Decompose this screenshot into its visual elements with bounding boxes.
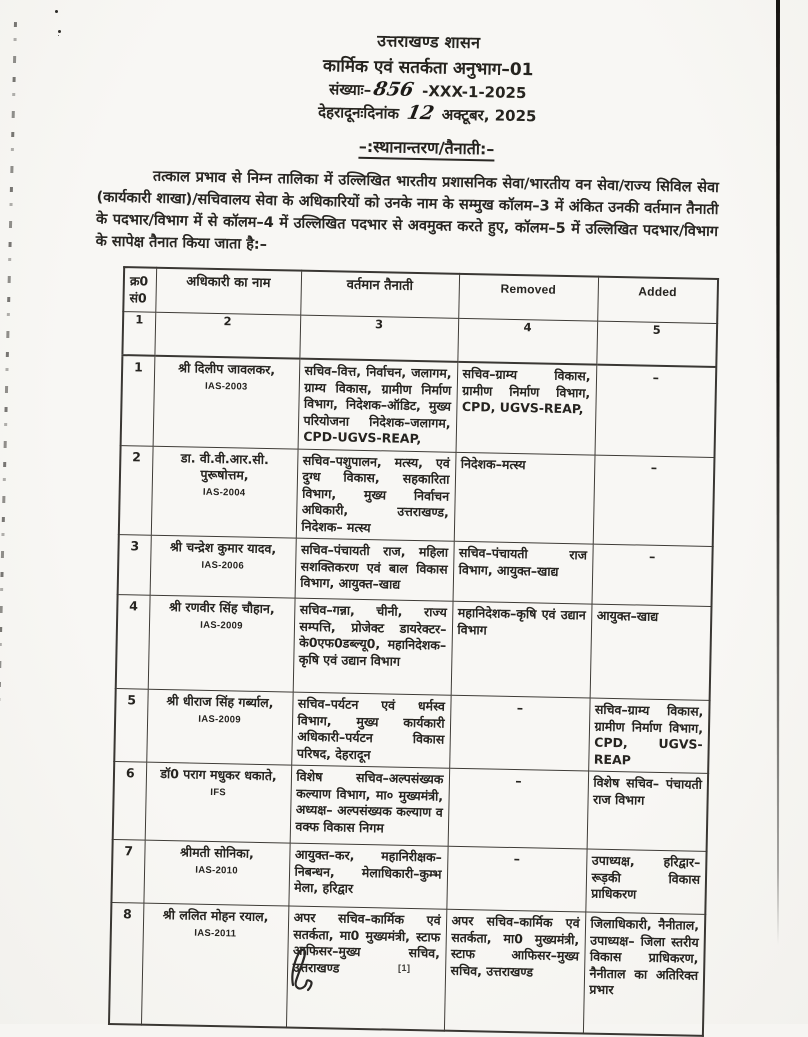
removed-cell: अपर सचिव–कार्मिक एवं सतर्कता, मा0 मुख्यमंत्री, स्टाफ आफिसर–मुख्य सचिव, उत्तराखण्ड <box>444 909 585 1033</box>
current-posting-cell: सचिव–पशुपालन, मत्स्य, एवं दुग्ध विकास, सहकारिता विभाग, मुख्य निर्वाचन अधिकारी, उत्तराखण्ड, निदेशक– मत्स्य <box>296 449 456 542</box>
officer-cadre: IFS <box>210 786 227 798</box>
officer-name: श्रीमती सोनिका, <box>179 844 254 861</box>
officer-name-cell <box>143 840 289 906</box>
officer-name-cell <box>141 903 288 1027</box>
officer-cadre: IAS-2004 <box>202 486 246 499</box>
current-posting-cell: आयुक्त–कर, महानिरीक्षक–निबन्धन, मेलाधिकारी–कुम्भ मेला, हरिद्वार <box>288 843 447 909</box>
table-row <box>116 595 712 701</box>
header-serial: क्र0 सं0 <box>123 267 156 312</box>
current-posting-cell: विशेष सचिव–अल्पसंख्यक कल्याण विभाग, मा० मुख्यमंत्री, अध्यक्ष– अल्पसंख्यक कल्याण व वक्फ विकास निगम <box>290 765 450 846</box>
column-number: 1 <box>122 311 155 356</box>
added-cell: – <box>592 544 713 606</box>
row-serial: 6 <box>113 762 147 841</box>
scan-artifact-left-dotted-line <box>0 22 17 702</box>
added-cell: आयुक्त–खाद्य <box>590 604 712 700</box>
current-posting-cell: सचिव–पंचायती राज, महिला सशक्तिकरण एवं बाल विकास विभाग, आयुक्त–खाद्य <box>295 538 454 601</box>
table-row <box>119 445 715 546</box>
row-serial: 2 <box>119 445 153 535</box>
removed-cell: – <box>449 695 589 771</box>
order-date-suffix: अक्टूबर, 2025 <box>441 105 537 126</box>
removed-cell: महानिदेशक–कृषि एवं उद्यान विभाग <box>451 601 592 698</box>
header-removed: Removed <box>458 274 598 321</box>
department-section-title: कार्मिक एवं सतर्कता अनुभाग–01 <box>322 56 534 81</box>
row-serial: 8 <box>109 902 143 1024</box>
order-date-handwritten: 12 <box>405 101 436 125</box>
scan-artifact-specks <box>55 10 58 13</box>
current-posting-cell: अपर सचिव–कार्मिक एवं सतर्कता, मा0 मुख्यमंत्री, स्टाफ आफिसर–मुख्य सचिव, उत्तराखण्ड <box>286 906 446 1031</box>
page-number: [1] <box>398 963 411 973</box>
officer-name-cell <box>151 446 298 538</box>
added-cell: विशेष सचिव– पंचायती राज विभाग <box>587 771 709 851</box>
current-posting-cell: सचिव–वित्त, निर्वाचन, जलागम, ग्राम्य विकास, ग्रामीण निर्माण विभाग, निदेशक–ऑडिट, मुख्य परियोजना निदेशक–जलागम, CPD-UGVS-REAP, <box>298 359 458 452</box>
officer-name: श्री ललित मोहन रयाल, <box>162 907 269 925</box>
added-cell: उपाध्यक्ष, हरिद्वार–रूड़की विकास प्राधिकरण <box>585 849 706 914</box>
table-row <box>121 355 717 457</box>
officer-name: श्री चन्द्रेश कुमार यादव, <box>169 539 277 557</box>
header-added: Added <box>597 277 718 323</box>
row-serial: 7 <box>111 839 144 903</box>
current-posting-cell: सचिव–पर्यटन एवं धर्मस्व विभाग, मुख्य कार्यकारी अधिकारी–पर्यटन विकास परिषद, देहरादून <box>291 692 450 768</box>
order-number-handwritten: 856 <box>372 78 417 101</box>
officer-cadre: IAS-2009 <box>198 713 242 726</box>
column-number: 2 <box>154 312 300 359</box>
officer-name-cell <box>153 356 300 449</box>
table-row <box>113 762 708 852</box>
officer-name-cell <box>148 595 295 692</box>
officer-name-cell <box>146 689 292 765</box>
order-number-suffix: -XXX-1-2025 <box>421 82 527 103</box>
column-number: 4 <box>457 318 597 365</box>
added-cell: जिलाधिकारी, नैनीताल, उपाध्यक्ष– जिला स्तरीय विकास प्राधिकरण, नैनीताल का अतिरिक्त प्रभार <box>583 912 705 1036</box>
row-serial: 5 <box>114 689 147 763</box>
officer-cadre: IAS-2006 <box>201 559 245 572</box>
document-header <box>97 24 721 164</box>
added-cell: – <box>593 455 715 547</box>
officer-name: श्री दिलीप जावलकर, <box>178 360 276 378</box>
removed-cell: – <box>448 768 589 849</box>
officer-cadre: IAS-2010 <box>195 864 238 877</box>
table-row <box>111 839 706 914</box>
government-title: उत्तराखण्ड शासन <box>377 31 481 53</box>
order-number-prefix: संख्याः– <box>328 80 372 100</box>
current-posting-cell: सचिव–गन्ना, चीनी, राज्य सम्पत्ति, प्रोजेक्ट डायरेक्टर–के0एफ0डब्ल्यू0, महानिदेशक–कृषि एवं उद्यान विभाग <box>293 598 453 695</box>
removed-cell: सचिव–पंचायती राज विभाग, आयुक्त–खाद्य <box>453 541 593 604</box>
removed-cell: सचिव–ग्राम्य विकास, ग्रामीण निर्माण विभाग, CPD, UGVS-REAP, <box>456 362 597 455</box>
column-number: 3 <box>299 315 458 362</box>
officer-name: डा. वी.वी.आर.सी. पुरूषोत्तम, <box>180 449 269 483</box>
added-cell: सचिव–ग्राम्य विकास, ग्रामीण निर्माण विभाग, CPD, UGVS-REAP <box>588 698 709 773</box>
officer-name-cell <box>150 535 296 598</box>
removed-cell: निदेशक–मत्स्य <box>454 452 595 544</box>
row-serial: 1 <box>121 355 155 446</box>
transfer-table <box>108 266 719 1037</box>
order-date-prefix: देहरादूनःदिनांक <box>317 102 400 123</box>
subject-heading: –:स्थानान्तरण/तैनाती:– <box>133 130 719 164</box>
officer-cadre: IAS-2003 <box>204 380 248 393</box>
intro-paragraph: तत्काल प्रभाव से निम्न तालिका में उल्लिखित भारतीय प्रशासनिक सेवा/भारतीय वन सेवा/राज्य सिविल सेवा (कार्यकारी शाखा)/सचिवालय सेवा के अधिकारियों को उनके नाम के सम्मुख कॉलम–3 में अंकित उनकी वर्तमान तैनाती के पदभार/विभाग में से कॉलम–4 में उल्लिखित पदभार से अवमुक्त करते हुए, कॉलम–5 में उल्लिखित पदभार/विभाग के सापेक्ष तैनात किया जाता है:– <box>95 168 720 253</box>
officer-name: डॉ0 पराग मधुकर धकाते, <box>160 765 277 784</box>
handwritten-signature <box>278 938 330 1004</box>
officer-cadre: IAS-2009 <box>200 619 243 632</box>
document-content <box>80 24 722 1037</box>
officer-cadre: IAS-2011 <box>194 927 237 939</box>
column-number: 5 <box>596 321 717 367</box>
header-officer-name: अधिकारी का नाम <box>155 268 301 315</box>
officer-name: श्री रणवीर सिंह चौहान, <box>168 599 275 617</box>
scan-artifact-right-edge-line <box>776 0 780 945</box>
header-current-posting: वर्तमान तैनाती <box>300 271 459 318</box>
table-row <box>114 689 709 774</box>
added-cell: – <box>595 365 717 457</box>
officer-name-cell <box>145 762 292 843</box>
removed-cell: – <box>446 846 586 912</box>
officer-name: श्री धीराज सिंह गर्ब्याल, <box>166 693 274 711</box>
row-serial: 3 <box>118 535 151 596</box>
row-serial: 4 <box>116 595 150 690</box>
